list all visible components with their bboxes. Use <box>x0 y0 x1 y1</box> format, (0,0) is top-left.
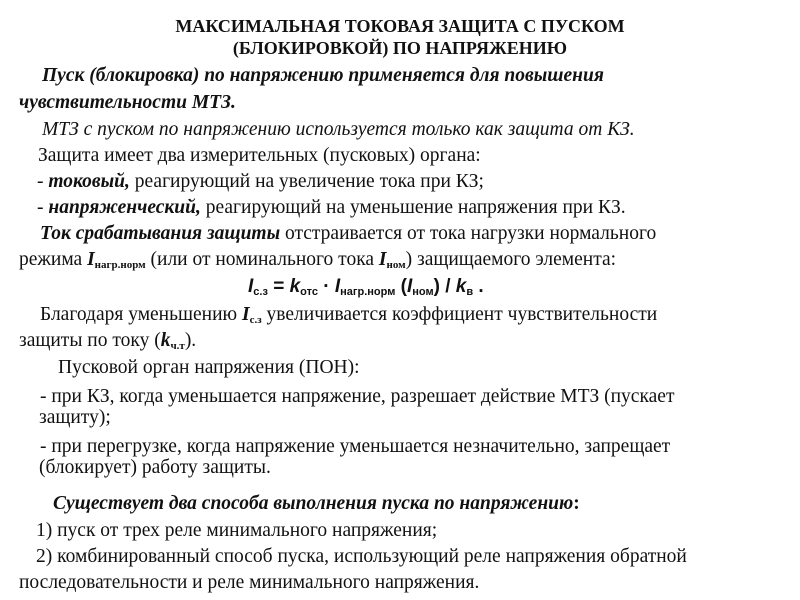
organ-current-label: токовый, <box>48 171 130 192</box>
equals-sign: = <box>267 276 290 297</box>
sensitivity-text-post: ). <box>184 330 197 351</box>
subscript-ots: отс <box>300 286 318 298</box>
subscript-cht: ч.т <box>170 340 185 352</box>
symbol-I: I <box>248 276 254 297</box>
title-line-1: МАКСИМАЛЬНАЯ ТОКОВАЯ ЗАЩИТА С ПУСКОМ <box>175 16 625 36</box>
sensitivity-text-pre: Благодаря уменьшению <box>40 304 242 325</box>
formula-end-dot: . <box>473 276 484 297</box>
subscript-v: в <box>466 286 474 298</box>
sensitivity-line-2 <box>19 330 196 357</box>
pon-item-2-line-2: (блокирует) работу защиты. <box>39 457 271 478</box>
organ-voltage-text: реагирующий на уменьшение напряжения при КЗ. <box>200 197 626 218</box>
method-item-1: 1) пуск от трех реле минимального напряжения; <box>36 520 438 541</box>
organ-voltage-label: напряженческий, <box>48 197 201 218</box>
subscript-nagr-norm: нагр.норм <box>94 259 146 271</box>
symbol-k: k <box>455 276 467 297</box>
subscript-nom: ном <box>386 259 406 271</box>
methods-heading-text: Существует два способа выполнения пуска по напряжению <box>53 493 574 514</box>
symbol-I: I <box>378 249 387 270</box>
pon-item-1-line-2: защиту); <box>39 407 111 428</box>
method-item-2-line-1: 2) комбинированный способ пуска, использующий реле напряжения обратной <box>36 546 687 567</box>
paren-open: ( <box>395 276 407 297</box>
sensitivity-text-pre: защиты по току ( <box>19 330 161 351</box>
sensitivity-text-post: увеличивается коэффициент чувствительности <box>261 304 658 325</box>
methods-heading <box>53 493 580 515</box>
subscript-nagr-norm: нагр.норм <box>340 286 396 298</box>
intro-paragraph-2: МТЗ с пуском по напряжению используется только как защита от КЗ. <box>42 119 635 140</box>
method-item-2-line-2: последовательности и реле минимального напряжения. <box>19 572 480 593</box>
sensitivity-line-1 <box>40 304 657 331</box>
pon-item-2-line-1: - при перегрузке, когда напряжение уменьшается незначительно, запрещает <box>40 436 671 457</box>
symbol-I: I <box>406 276 413 297</box>
bullet-dash: - <box>37 171 49 192</box>
setting-line-2 <box>19 249 616 276</box>
setting-term: Ток срабатывания защиты <box>40 223 281 244</box>
intro-paragraph-1-line-1: Пуск (блокировка) по напряжению применяется для повышения <box>42 65 604 86</box>
formula <box>248 276 484 303</box>
organ-current-text: реагирующий на увеличение тока при КЗ; <box>129 171 484 192</box>
setting-text-mid: (или от номинального тока <box>145 249 379 270</box>
setting-text-pre: режима <box>19 249 88 270</box>
pon-heading: Пусковой орган напряжения (ПОН): <box>58 357 360 378</box>
symbol-I: I <box>242 304 250 325</box>
subscript-sz: с.з <box>253 286 268 298</box>
symbol-k: k <box>289 276 301 297</box>
symbol-I: I <box>334 276 341 297</box>
organ-item-current <box>37 171 484 193</box>
organ-item-voltage <box>37 197 626 219</box>
methods-heading-colon: : <box>573 493 580 514</box>
pon-item-1-line-1: - при КЗ, когда уменьшается напряжение, разрешает действие МТЗ (пускает <box>40 386 675 407</box>
setting-text: отстраивается от тока нагрузки нормального <box>280 223 657 244</box>
setting-text-post: ) защищаемого элемента: <box>405 249 617 270</box>
symbol-I: I <box>87 249 95 270</box>
title-line-2: (БЛОКИРОВКОЙ) ПО НАПРЯЖЕНИЮ <box>232 38 568 58</box>
symbol-k: k <box>160 330 171 351</box>
subscript-sz: с.з <box>249 314 262 326</box>
intro-paragraph-1-line-2: чувствительности МТЗ. <box>19 92 236 113</box>
bullet-dash: - <box>37 197 49 218</box>
organs-heading: Защита имеет два измерительных (пусковых) органа: <box>38 145 481 166</box>
subscript-nom: ном <box>412 286 434 298</box>
multiply-dot: · <box>317 276 335 297</box>
setting-line-1 <box>40 223 656 245</box>
paren-close-divide: ) / <box>433 276 456 297</box>
